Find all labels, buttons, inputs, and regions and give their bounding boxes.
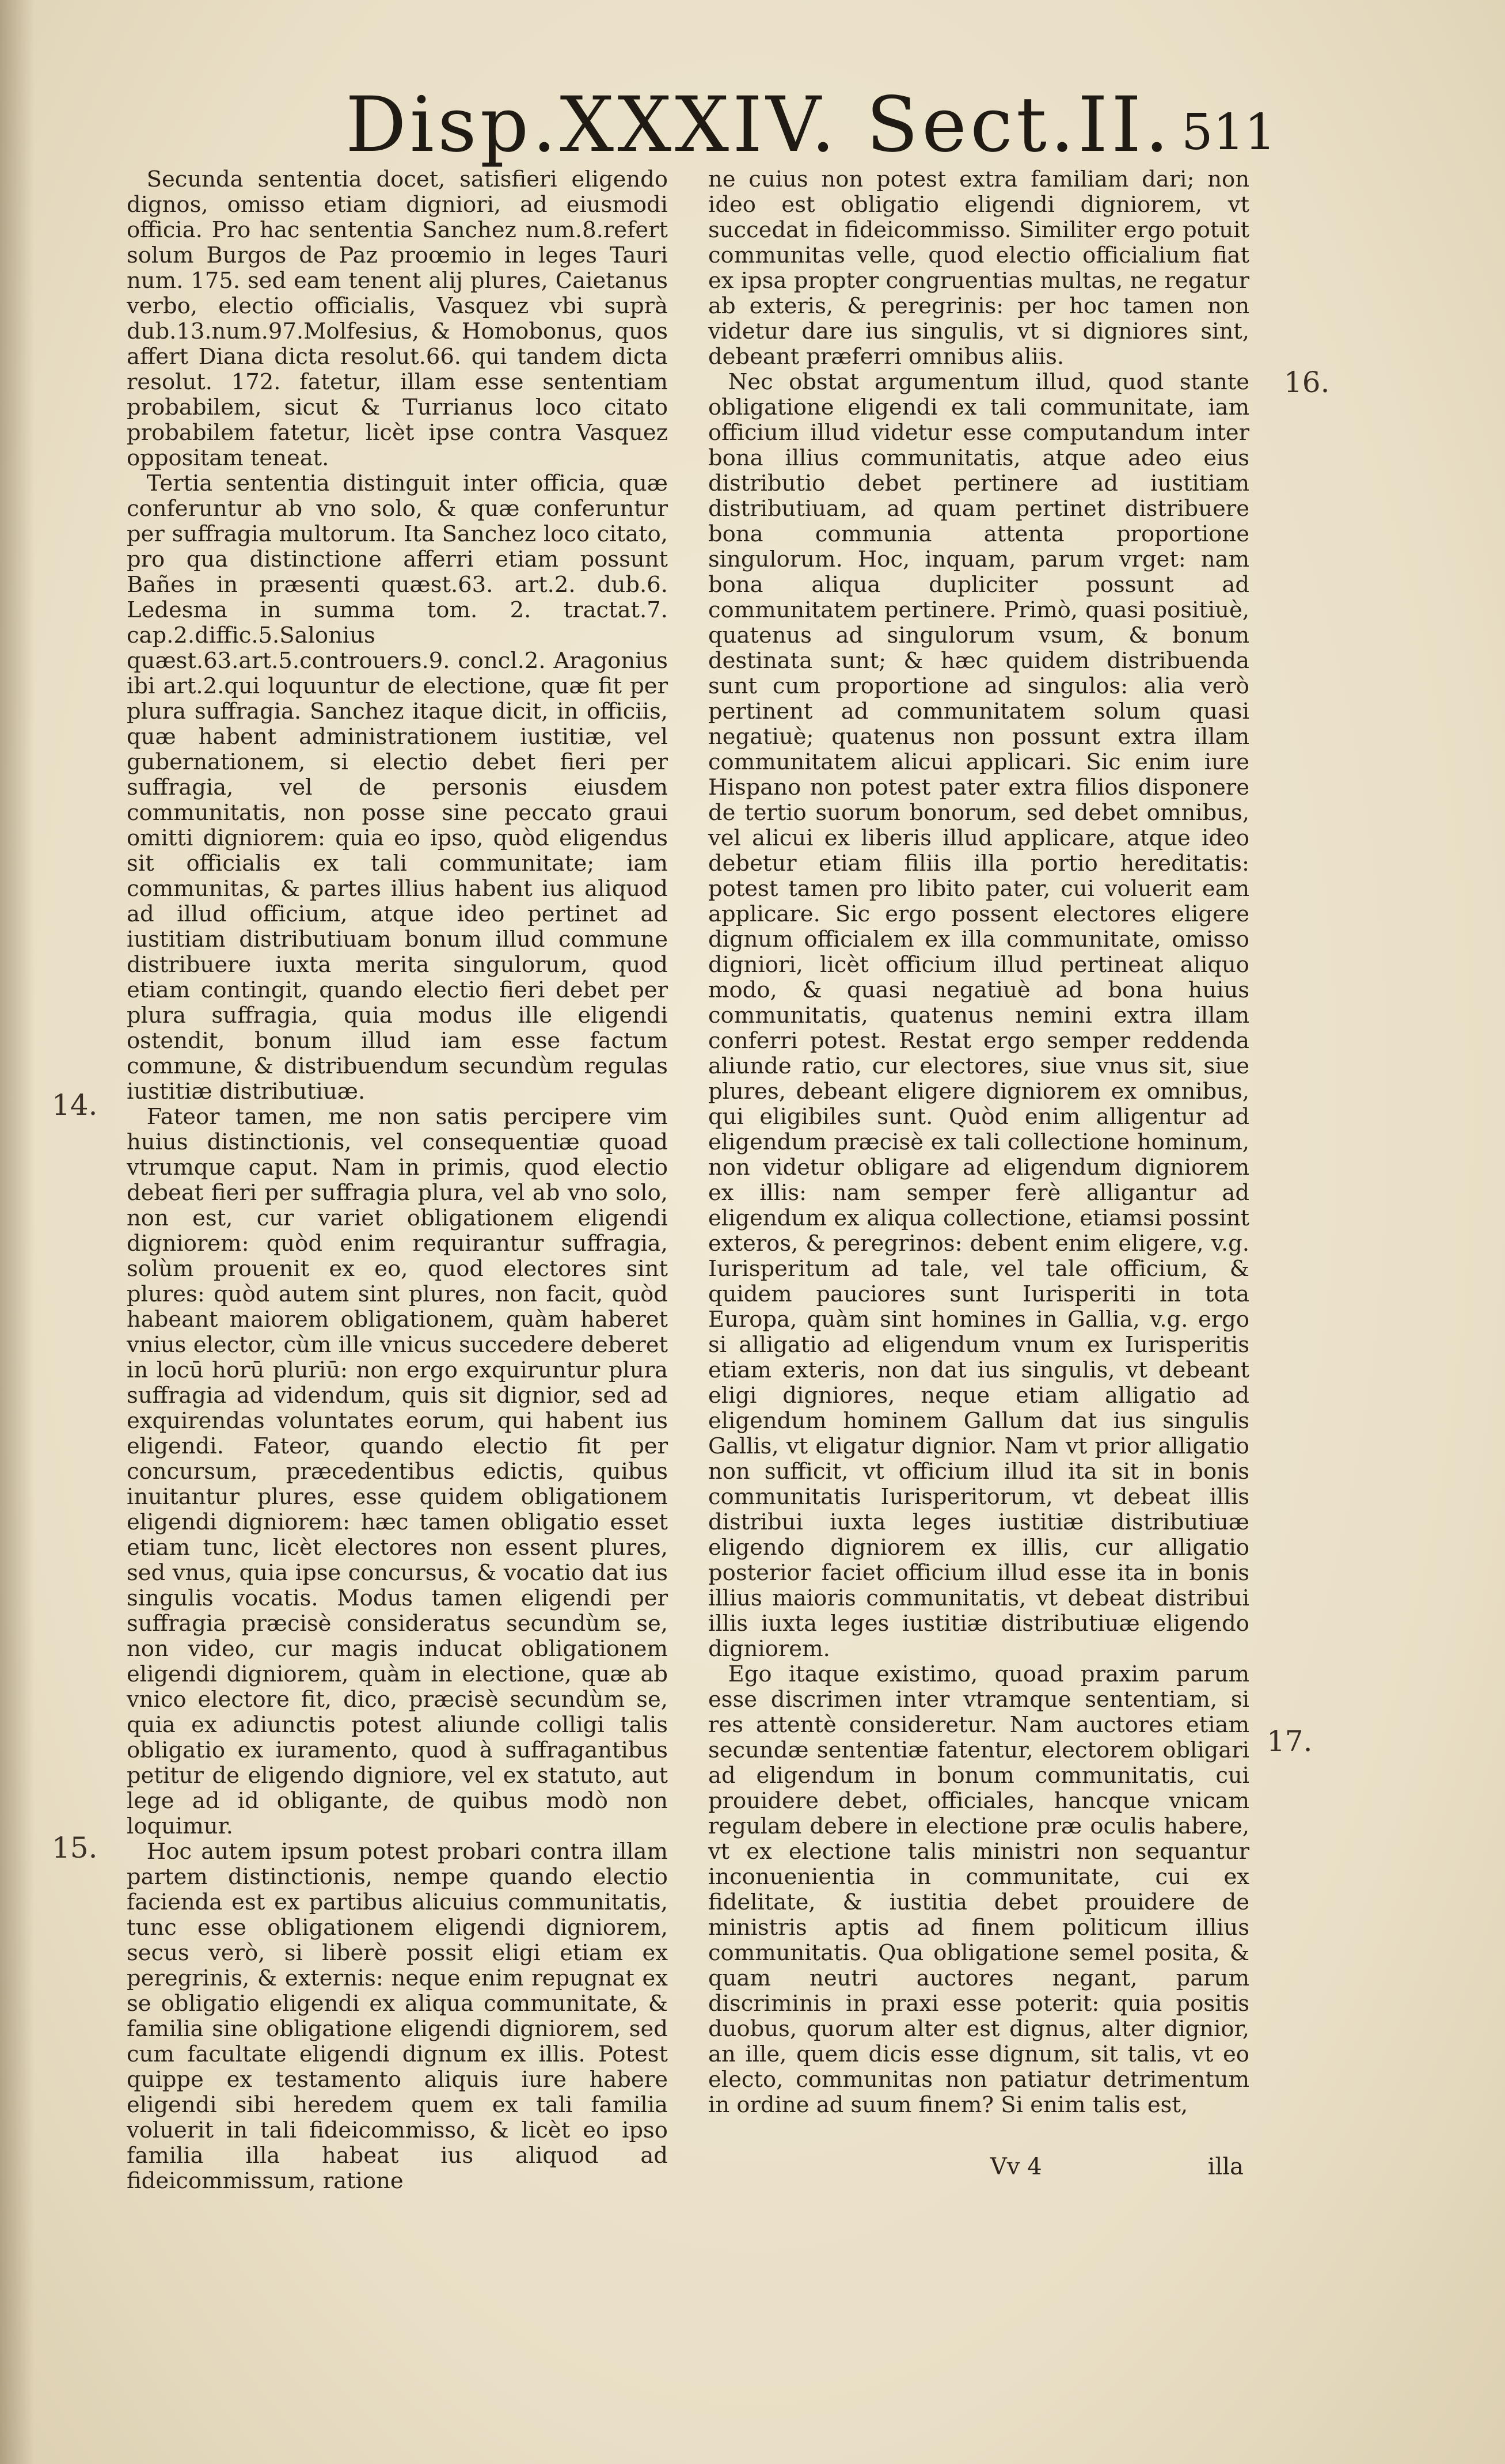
paragraph: Nec obstat argumentum illud, quod stante obligatione eligendi ex tali communitate, iam officium illud videtur esse computandum inter bona illius communitatis, atque adeo eius distributio debet pertinere ad iustitiam distributiuam, ad quam pertinet distribuere bona communia attenta proportione singulorum. Hoc, inquam, parum vrget: nam bona aliqua dupliciter possunt ad communitatem pertinere. Primò, quasi positiuè, quatenus ad singulorum vsum, & bonum destinata sunt; & hæc quidem distribuenda sunt cum proportione ad singulos: alia verò pertinent ad communitatem solum quasi negatiuè; quatenus non possunt extra illam communitatem alicui applicari. Sic enim iure Hispano non potest pater extra filios disponere de tertio suorum bonorum, sed debet omnibus, vel alicui ex liberis illud applicare, atque ideo debetur etiam filiis illa portio hereditatis: potest tamen pro libito pater, cui voluerit eam applicare. Sic ergo possent electores eligere dignum officialem ex illa communitate, omisso digniori, licèt officium illud pertineat aliquo modo, & quasi negatiuè ad bona huius communitatis, quatenus nemini extra illam conferri potest. Restat ergo semper reddenda aliunde ratio, cur electores, siue vnus sit, siue plures, debeant eligere digniorem ex omnibus, qui eligibiles sunt. Quòd enim alligentur ad eligendum præcisè ex tali collectione hominum, non videtur obligare ad eligendum digniorem ex illis: nam semper ferè alligantur ad eligendum ex aliqua collectione, etiamsi possint exteros, & peregrinos: debent enim eligere, v.g. Iurisperitum ad tale, vel tale officium, & quidem pauciores sunt Iurisperiti in tota Europa, quàm sint homines in Gallia, v.g. ergo si alligatio ad eligendum vnum ex Iurisperitis etiam exteris, non dat ius singulis, vt debeant eligi digniores, neque etiam alligatio ad eligendum hominem Gallum dat ius singulis Gallis, vt eligatur dignior. Nam vt prior alligatio non sufficit, vt officium illud ita sit in bonis communitatis Iurisperitorum, vt debeat illis distribui iuxta leges iustitiæ distributiuæ eligendo digniorem ex illis, cur alligatio posterior faciet officium illud esse ita in bonis illius maioris communitatis, vt debeat distribui illis iuxta leges iustitiæ distributiuæ eligendo digniorem. [708,369,1249,1662]
paragraph: Secunda sententia docet, satisfieri eligendo dignos, omisso etiam digniori, ad eiusmodi officia. Pro hac sententia Sanchez num.8.refert solum Burgos de Paz proœmio in leges Tauri num. 175. sed eam tenent alij plures, Caietanus verbo, electio officialis, Vasquez vbi suprà dub.13.num.97.Molfesius, & Homobonus, quos affert Diana dicta resolut.66. qui tandem dicta resolut. 172. fatetur, illam esse sententiam probabilem, sicut & Turrianus loco citato probabilem fatetur, licèt ipse contra Vasquez oppositam teneat. [127,166,668,471]
paragraph: Hoc autem ipsum potest probari contra illam partem distinctionis, nempe quando electio facienda est ex partibus alicuius communitatis, tunc esse obligationem eligendi digniorem, secus verò, si liberè possit eligi etiam ex peregrinis, & externis: neque enim repugnat ex se obligatio eligendi ex aliqua communitate, & familia sine obligatione eligendi digniorem, sed cum facultate eligendi dignum ex illis. Potest quippe ex testamento aliquis iure habere eligendi sibi heredem quem ex tali familia voluerit in tali fideicommisso, & licèt eo ipso familia illa habeat ius aliquod ad fideicommissum, ratione [127,1839,668,2194]
signature-mark: Vv 4 [990,2154,1042,2180]
margin-number-17: 17. [1267,1725,1313,1758]
paragraph: Fateor tamen, me non satis percipere vim huius distinctionis, vel consequentiæ quoad vtrumque caput. Nam in primis, quod electio debeat fieri per suffragia plura, vel ab vno solo, non est, cur variet obligationem eligendi digniorem: quòd enim requirantur suffragia, solùm prouenit ex eo, quod electores sint plures: quòd autem sint plures, non facit, quòd habeant maiorem obligationem, quàm haberet vnius elector, cùm ille vnicus succedere deberet in locū horū pluriū: non ergo exquiruntur plura suffragia ad videndum, quis sit dignior, sed ad exquirendas voluntates eorum, qui habent ius eligendi. Fateor, quando electio fit per concursum, præcedentibus edictis, quibus inuitantur plures, esse quidem obligationem eligendi digniorem: hæc tamen obligatio esset etiam tunc, licèt electores non essent plures, sed vnus, quia ipse concursus, & vocatio dat ius singulis vocatis. Modus tamen eligendi per suffragia præcisè consideratus secundùm se, non video, cur magis inducat obligationem eligendi digniorem, quàm in electione, quæ ab vnico electore fit, dico, præcisè secundùm se, quia ex adiunctis potest aliunde colligi talis obligatio ex iuramento, quod à suffragantibus petitur de eligendo digniore, vel ex statuto, aut lege ad id obligante, de quibus modò non loquimur. [127,1104,668,1839]
left-column [127,166,668,2194]
footer-line [990,2154,1244,2188]
paragraph: ne cuius non potest extra familiam dari; non ideo est obligatio eligendi digniorem, vt succedat in fideicommisso. Similiter ergo potuit communitas velle, quod electio officialium fiat ex ipsa propter congruentias multas, ne regatur ab exteris, & peregrinis: per hoc tamen non videtur dare ius singulis, vt si digniores sint, debeant præferri omnibus aliis. [708,166,1249,370]
running-head: Disp.XXXIV. Sect.II. [345,81,1173,169]
page-number: 511 [1181,104,1276,161]
paragraph: Tertia sententia distinguit inter officia, quæ conferuntur ab vno solo, & quæ conferuntur per suffragia multorum. Ita Sanchez loco citato, pro qua distinctione afferri etiam possunt Bañes in præsenti quæst.63. art.2. dub.6. Ledesma in summa tom. 2. tractat.7. cap.2.diffic.5.Salonius quæst.63.art.5.controuers.9. concl.2. Aragonius ibi art.2.qui loquuntur de electione, quæ fit per plura suffragia. Sanchez itaque dicit, in officiis, quæ habent administrationem iustitiæ, vel gubernationem, si electio debet fieri per suffragia, vel de personis eiusdem communitatis, non posse sine peccato graui omitti digniorem: quia eo ipso, quòd eligendus sit officialis ex tali communitate; iam communitas, & partes illius habent ius aliquod ad illud officium, atque ideo pertinet ad iustitiam distributiuam bonum illud commune distribuere iuxta merita singulorum, quod etiam contingit, quando electio fieri debet per plura suffragia, quia modus ille eligendi ostendit, bonum illud iam esse factum commune, & distribuendum secundùm regulas iustitiæ distributiuæ. [127,470,668,1104]
margin-number-16: 16. [1284,366,1330,399]
paragraph: Ego itaque existimo, quoad praxim parum esse discrimen inter vtramque sententiam, si res attentè consideretur. Nam auctores etiam secundæ sententiæ fatentur, electorem obligari ad eligendum in bonum communitatis, cui prouidere debet, officiales, hancque vnicam regulam debere in electione præ oculis habere, vt ex electione talis ministri non sequantur inconuenientia in communitate, cui ex fidelitate, & iustitia debet prouidere de ministris aptis ad finem politicum illius communitatis. Qua obligatione semel posita, & quam neutri auctores negant, parum discriminis in praxi esse poterit: quia positis duobus, quorum alter est dignus, alter dignior, an ille, quem dicis esse dignum, sit talis, vt eo electo, communitas non patiatur detrimentum in ordine ad suum finem? Si enim talis est, [708,1661,1249,2118]
catchword: illa [1207,2154,1244,2180]
page-edge-shadow [0,0,35,2464]
right-column [708,167,1249,2131]
margin-number-14: 14. [52,1088,98,1122]
margin-number-15: 15. [52,1831,98,1865]
